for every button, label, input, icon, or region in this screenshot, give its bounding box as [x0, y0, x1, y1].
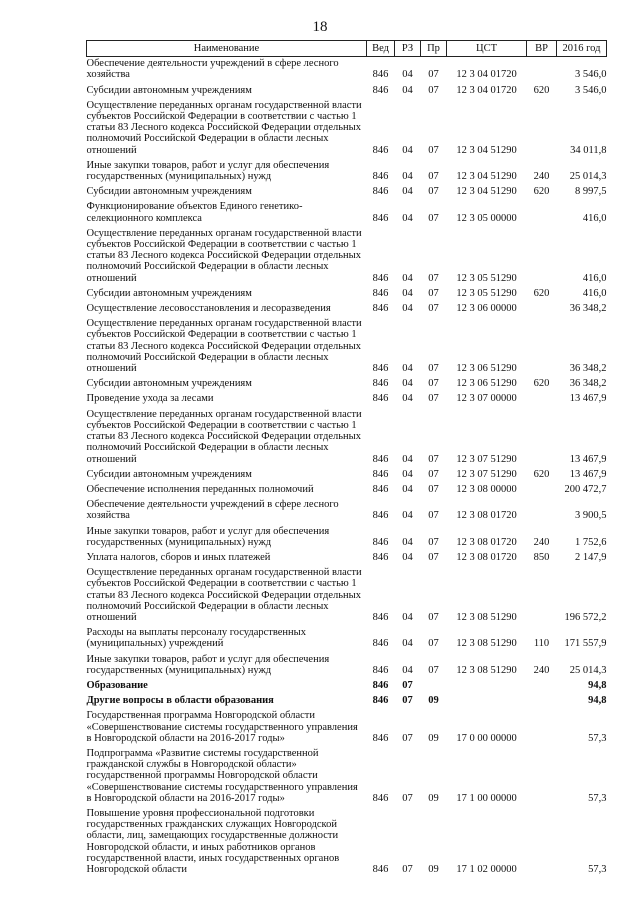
- cell-cst: 12 3 04 51290: [456, 144, 517, 156]
- cell-name: Осуществление переданных органам государственной власти субъектов Российской Федерации в соответствии с частью 1 статьи 83 Лесного кодекса Российской Федерации отдельных полномочий Российской Федерации в области лесных отношений: [86, 567, 362, 623]
- table-row: [87, 709, 607, 747]
- cell-rz: 04: [402, 483, 413, 495]
- cell-ved: 846: [372, 212, 389, 224]
- table-row: [87, 807, 607, 878]
- cell-ved: 846: [372, 792, 389, 804]
- cell-cst: 12 3 05 00000: [456, 212, 517, 224]
- table-row: [87, 626, 607, 652]
- cell-name: Проведение ухода за лесами: [86, 393, 214, 405]
- cell-ved: 846: [372, 864, 389, 875]
- cell-rz: 04: [402, 468, 413, 480]
- cell-ved: 846: [372, 611, 389, 623]
- cell-sum: 94,8: [588, 679, 607, 691]
- table-row: [87, 317, 607, 377]
- cell-cst: 17 1 00 00000: [456, 792, 517, 804]
- table-row: [87, 747, 607, 807]
- table-row: [87, 57, 607, 84]
- cell-sum: 416,0: [582, 287, 607, 299]
- cell-name: Иные закупки товаров, работ и услуг для обеспечения государственных (муниципальных) нужд: [86, 653, 330, 676]
- cell-ved: 846: [372, 378, 389, 390]
- cell-pr: 07: [428, 171, 439, 183]
- table-row: [87, 468, 607, 483]
- cell-cst: 12 3 04 51290: [456, 186, 517, 198]
- cell-cst: 17 0 00 00000: [456, 732, 517, 744]
- cell-rz: 04: [402, 186, 413, 198]
- table-row: [87, 377, 607, 392]
- cell-name: Осуществление переданных органам государственной власти субъектов Российской Федерации в соответствии с частью 1 статьи 83 Лесного кодекса Российской Федерации отдельных полномочий Российской Федерации в области лесных отношений: [86, 408, 362, 465]
- cell-pr: 09: [428, 695, 439, 707]
- cell-cst: 12 3 04 51290: [456, 171, 517, 183]
- cell-rz: 04: [402, 212, 413, 224]
- cell-ved: 846: [372, 638, 389, 650]
- table-header: [87, 41, 607, 57]
- cell-ved: 846: [372, 510, 389, 522]
- cell-sum: 57,3: [588, 864, 607, 875]
- header-pr: Пр: [421, 41, 447, 57]
- cell-pr: 09: [428, 864, 439, 875]
- cell-ved: 846: [372, 171, 389, 183]
- cell-cst: 12 3 08 51290: [456, 638, 517, 650]
- cell-sum: 2 147,9: [575, 551, 607, 563]
- cell-rz: 07: [402, 732, 413, 744]
- cell-name: Образование: [86, 679, 148, 691]
- header-vr: ВР: [527, 41, 557, 57]
- cell-rz: 07: [402, 792, 413, 804]
- cell-vr: [527, 747, 557, 807]
- table-row: [87, 483, 607, 498]
- cell-name: Обеспечение деятельности учреждений в сфере лесного хозяйства: [86, 58, 339, 81]
- cell-cst: 12 3 06 51290: [456, 363, 517, 375]
- cell-vr: 620: [533, 378, 550, 390]
- cell-rz: 04: [402, 510, 413, 522]
- cell-sum: 13 467,9: [569, 468, 607, 480]
- cell-rz: 04: [402, 84, 413, 96]
- cell-pr: 09: [428, 792, 439, 804]
- header-cst: ЦСТ: [447, 41, 527, 57]
- cell-name: Повышение уровня профессиональной подготовки государственных гражданских служащих Новгородской области, лиц, замещающих государственные должности Новгородской области, и иных работников органов государственной власти, иных государственных органов Новгородской области: [86, 807, 340, 875]
- cell-cst: 12 3 06 51290: [456, 378, 517, 390]
- page-number: 18: [312, 19, 328, 35]
- table-row: [87, 694, 607, 709]
- cell-vr: [527, 566, 557, 626]
- cell-sum: 1 752,6: [575, 536, 607, 548]
- cell-sum: 94,8: [588, 695, 607, 707]
- table-row: [87, 679, 607, 694]
- cell-ved: 846: [372, 287, 389, 299]
- cell-pr: 07: [428, 551, 439, 563]
- cell-vr: [527, 807, 557, 878]
- cell-cst: [447, 679, 527, 694]
- cell-pr: 07: [428, 393, 439, 405]
- cell-vr: 850: [533, 551, 550, 563]
- cell-name: Уплата налогов, сборов и иных платежей: [86, 551, 271, 563]
- cell-pr: 07: [428, 611, 439, 623]
- cell-ved: 846: [372, 144, 389, 156]
- cell-pr: 07: [428, 287, 439, 299]
- cell-rz: 04: [402, 272, 413, 284]
- cell-rz: 07: [402, 679, 413, 691]
- cell-cst: 12 3 06 00000: [456, 303, 517, 315]
- table-row: [87, 287, 607, 302]
- cell-ved: 846: [372, 695, 389, 707]
- cell-sum: 200 472,7: [564, 483, 607, 495]
- cell-vr: [527, 200, 557, 226]
- table-row: [87, 227, 607, 287]
- cell-rz: 07: [402, 695, 413, 707]
- cell-sum: 416,0: [582, 272, 607, 284]
- cell-rz: 04: [402, 453, 413, 465]
- cell-ved: 846: [372, 664, 389, 676]
- table-row: [87, 185, 607, 200]
- cell-ved: 846: [372, 363, 389, 375]
- cell-ved: 846: [372, 393, 389, 405]
- cell-vr: 620: [533, 468, 550, 480]
- cell-name: Иные закупки товаров, работ и услуг для обеспечения государственных (муниципальных) нужд: [86, 525, 330, 548]
- header-name: Наименование: [87, 41, 367, 57]
- table-row: [87, 551, 607, 566]
- cell-sum: 36 348,2: [569, 303, 607, 315]
- cell-cst: 12 3 07 51290: [456, 453, 517, 465]
- cell-cst: 12 3 04 01720: [456, 69, 517, 81]
- cell-rz: 04: [402, 303, 413, 315]
- cell-sum: 13 467,9: [569, 453, 607, 465]
- cell-sum: 36 348,2: [569, 363, 607, 375]
- cell-vr: [527, 679, 557, 694]
- cell-vr: 110: [533, 638, 550, 650]
- header-rz: РЗ: [395, 41, 421, 57]
- cell-name: Осуществление переданных органам государственной власти субъектов Российской Федерации в соответствии с частью 1 статьи 83 Лесного кодекса Российской Федерации отдельных полномочий Российской Федерации в области лесных отношений: [86, 318, 362, 375]
- cell-cst: 12 3 08 01720: [456, 510, 517, 522]
- budget-table: [86, 40, 607, 878]
- cell-rz: 04: [402, 69, 413, 81]
- cell-pr: 07: [428, 186, 439, 198]
- cell-vr: 240: [533, 536, 550, 548]
- cell-pr: 07: [428, 69, 439, 81]
- cell-sum: 8 997,5: [575, 186, 607, 198]
- cell-sum: 34 011,8: [570, 144, 607, 156]
- cell-rz: 04: [402, 378, 413, 390]
- cell-pr: 07: [428, 84, 439, 96]
- cell-name: Иные закупки товаров, работ и услуг для обеспечения государственных (муниципальных) нужд: [86, 159, 330, 183]
- cell-cst: 12 3 08 01720: [456, 536, 517, 548]
- cell-ved: 846: [372, 732, 389, 744]
- cell-rz: 04: [402, 551, 413, 563]
- cell-pr: 07: [428, 212, 439, 224]
- cell-vr: [527, 408, 557, 468]
- table-row: [87, 200, 607, 226]
- cell-vr: 620: [533, 186, 550, 198]
- cell-name: Подпрограмма «Развитие системы государственной гражданской службы в Новгородской области» государственной программы Новгородской области «Совершенствование системы государственного управления в Новгородской области на 2016-2017 годы»: [86, 747, 358, 804]
- table-row: [87, 84, 607, 99]
- cell-name: Субсидии автономным учреждениям: [86, 378, 252, 390]
- cell-name: Государственная программа Новгородской области «Совершенствование системы государственного управления в Новгородской области на 2016-2017 годы»: [86, 710, 358, 744]
- cell-name: Субсидии автономным учреждениям: [86, 468, 252, 480]
- cell-vr: [527, 57, 557, 84]
- cell-pr: 07: [428, 510, 439, 522]
- cell-rz: 04: [402, 144, 413, 156]
- cell-pr: 07: [428, 378, 439, 390]
- cell-rz: 04: [402, 611, 413, 623]
- cell-ved: 846: [372, 679, 389, 691]
- cell-sum: 25 014,3: [569, 664, 607, 676]
- cell-name: Осуществление переданных органам государственной власти субъектов Российской Федерации в соответствии с частью 1 статьи 83 Лесного кодекса Российской Федерации отдельных полномочий Российской Федерации в области лесных отношений: [86, 227, 362, 284]
- cell-cst: 12 3 08 51290: [456, 664, 517, 676]
- cell-rz: 04: [402, 638, 413, 650]
- cell-pr: 07: [428, 363, 439, 375]
- cell-pr: [421, 679, 447, 694]
- table-row: [87, 159, 607, 185]
- cell-sum: 3 900,5: [575, 510, 607, 522]
- cell-sum: 196 572,2: [564, 611, 607, 623]
- cell-name: Другие вопросы в области образования: [86, 695, 274, 707]
- cell-sum: 25 014,3: [569, 171, 607, 183]
- cell-cst: 12 3 08 00000: [456, 483, 517, 495]
- cell-name: Субсидии автономным учреждениям: [86, 84, 252, 96]
- cell-name: Осуществление лесовосстановления и лесоразведения: [86, 303, 331, 315]
- table-row: [87, 498, 607, 524]
- table-row: [87, 566, 607, 626]
- cell-pr: 07: [428, 453, 439, 465]
- table-row: [87, 525, 607, 551]
- cell-vr: [527, 99, 557, 159]
- cell-ved: 846: [372, 483, 389, 495]
- cell-vr: [527, 498, 557, 524]
- cell-sum: 13 467,9: [569, 393, 607, 405]
- cell-cst: 12 3 08 01720: [456, 551, 517, 563]
- cell-pr: 07: [428, 144, 439, 156]
- cell-pr: 07: [428, 536, 439, 548]
- cell-name: Осуществление переданных органам государственной власти субъектов Российской Федерации в соответствии с частью 1 статьи 83 Лесного кодекса Российской Федерации отдельных полномочий Российской Федерации в области лесных отношений: [86, 99, 362, 156]
- cell-cst: 12 3 07 00000: [456, 393, 517, 405]
- cell-name: Обеспечение деятельности учреждений в сфере лесного хозяйства: [86, 499, 339, 522]
- cell-cst: 12 3 07 51290: [456, 468, 517, 480]
- header-year: 2016 год: [557, 41, 607, 57]
- cell-pr: 07: [428, 638, 439, 650]
- table-row: [87, 408, 607, 468]
- cell-rz: 07: [402, 864, 413, 875]
- cell-pr: 07: [428, 664, 439, 676]
- cell-cst: 12 3 05 51290: [456, 272, 517, 284]
- cell-cst: 12 3 08 51290: [456, 611, 517, 623]
- cell-name: Обеспечение исполнения переданных полномочий: [86, 483, 314, 495]
- cell-ved: 846: [372, 69, 389, 81]
- cell-sum: 3 546,0: [575, 84, 607, 96]
- cell-ved: 846: [372, 186, 389, 198]
- cell-pr: 07: [428, 483, 439, 495]
- cell-name: Функционирование объектов Единого генетико-селекционного комплекса: [86, 201, 303, 224]
- cell-pr: 07: [428, 272, 439, 284]
- cell-rz: 04: [402, 664, 413, 676]
- cell-vr: [527, 317, 557, 377]
- cell-cst: 12 3 04 01720: [456, 84, 517, 96]
- cell-rz: 04: [402, 393, 413, 405]
- cell-ved: 846: [372, 468, 389, 480]
- cell-vr: [527, 302, 557, 317]
- cell-ved: 846: [372, 303, 389, 315]
- cell-vr: 240: [533, 664, 550, 676]
- cell-name: Субсидии автономным учреждениям: [86, 287, 252, 299]
- cell-ved: 846: [372, 536, 389, 548]
- cell-vr: [527, 392, 557, 407]
- cell-rz: 04: [402, 363, 413, 375]
- cell-cst: 12 3 05 51290: [456, 287, 517, 299]
- cell-rz: 04: [402, 171, 413, 183]
- cell-ved: 846: [372, 551, 389, 563]
- table-body: [87, 57, 607, 879]
- cell-cst: 17 1 02 00000: [456, 864, 517, 875]
- table-row: [87, 392, 607, 407]
- cell-name: Расходы на выплаты персоналу государственных (муниципальных) учреждений: [86, 627, 306, 650]
- cell-ved: 846: [372, 453, 389, 465]
- table-row: [87, 99, 607, 159]
- cell-name: Субсидии автономным учреждениям: [86, 186, 252, 198]
- cell-vr: [527, 483, 557, 498]
- cell-sum: 3 546,0: [575, 69, 607, 81]
- cell-cst: [447, 694, 527, 709]
- table-row: [87, 653, 607, 679]
- cell-pr: 09: [428, 732, 439, 744]
- table-row: [87, 302, 607, 317]
- cell-vr: [527, 709, 557, 747]
- cell-rz: 04: [402, 536, 413, 548]
- cell-vr: 240: [533, 171, 550, 183]
- cell-vr: [527, 694, 557, 709]
- cell-sum: 416,0: [582, 212, 607, 224]
- cell-sum: 57,3: [588, 732, 607, 744]
- cell-sum: 171 557,9: [564, 638, 607, 650]
- cell-vr: 620: [533, 287, 550, 299]
- cell-ved: 846: [372, 272, 389, 284]
- header-ved: Вед: [367, 41, 395, 57]
- cell-pr: 07: [428, 303, 439, 315]
- cell-ved: 846: [372, 84, 389, 96]
- cell-vr: 620: [533, 84, 550, 96]
- cell-rz: 04: [402, 287, 413, 299]
- cell-sum: 57,3: [588, 792, 607, 804]
- cell-pr: 07: [428, 468, 439, 480]
- cell-sum: 36 348,2: [569, 378, 607, 390]
- cell-vr: [527, 227, 557, 287]
